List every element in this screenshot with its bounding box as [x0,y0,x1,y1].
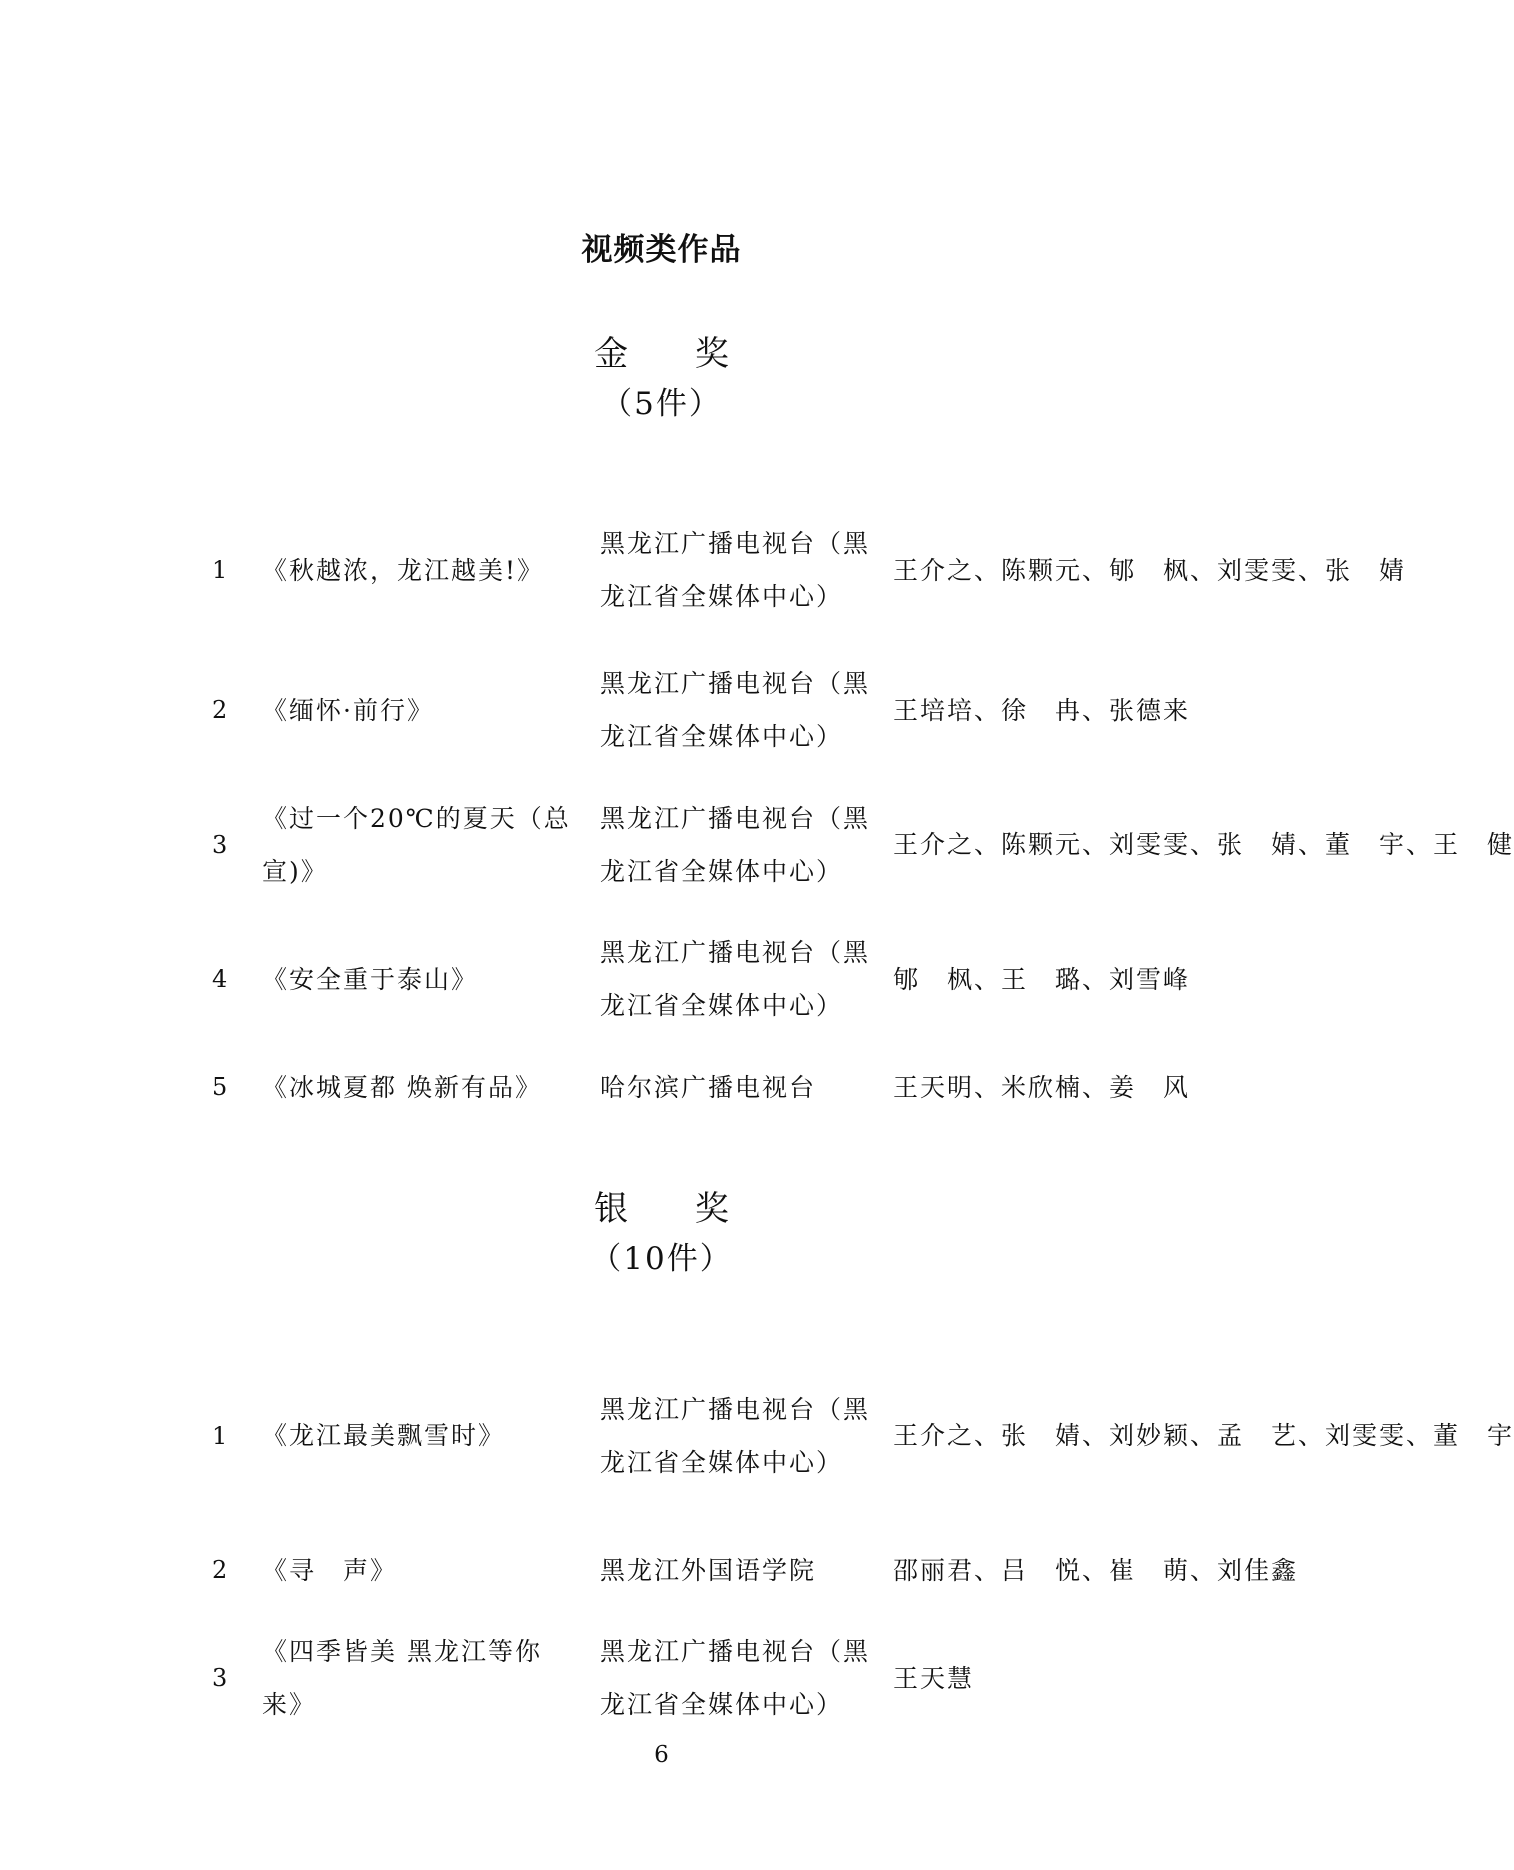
entry-work-title: 《过一个20℃的夏天（总宣)》 [262,803,571,886]
entry-organization: 黑龙江广播电视台（黑龙江省全媒体中心） [600,938,871,1020]
entry-organization: 黑龙江外国语学院 [600,1555,817,1585]
entry-organization: 黑龙江广播电视台（黑龙江省全媒体中心） [600,1394,871,1477]
page-title: 视频类作品 [581,232,742,268]
entry-authors: 王天明、米欣楠、姜 风 [893,1072,1191,1102]
entry-number: 4 [212,965,228,993]
entry-organization: 黑龙江广播电视台（黑龙江省全媒体中心） [600,529,871,611]
entry-authors: 王介之、陈颗元、刘雯雯、张 婧、董 宇、王 健 [893,830,1514,859]
entry-work-title: 《冰城夏都 焕新有品》 [262,1072,542,1102]
table-row [0,495,1407,645]
entry-number: 3 [212,1664,228,1692]
silver-award-title: 银 奖 [594,1189,757,1229]
entry-organization: 哈尔滨广播电视台 [600,1072,817,1102]
gold-award-count: （5件） [601,386,722,422]
entry-work-title: 《寻 声》 [262,1555,398,1585]
entry-number: 5 [212,1073,228,1101]
entry-organization: 黑龙江广播电视台（黑龙江省全媒体中心） [600,669,871,751]
table-row [0,657,1323,763]
entry-authors: 王介之、张 婧、刘妙颖、孟 艺、刘雯雯、董 宇 [893,1421,1514,1450]
entry-authors: 王天慧 [893,1663,975,1693]
entry-number: 1 [212,556,228,584]
table-row [0,926,1323,1032]
entry-work-title: 《龙江最美飘雪时》 [262,1421,506,1450]
table-row [0,765,1514,924]
entry-number: 1 [212,1421,228,1450]
table-row [0,1034,1323,1140]
entry-organization: 黑龙江广播电视台（黑龙江省全媒体中心） [600,1637,871,1719]
entry-number: 2 [212,696,228,724]
entry-authors: 王介之、陈颗元、郇 枫、刘雯雯、张 婧 [893,555,1407,585]
entry-work-title: 《缅怀·前行》 [262,695,434,725]
entry-work-title: 《秋越浓，龙江越美!》 [262,555,545,585]
entry-work-title: 《安全重于泰山》 [262,964,479,994]
page-number: 6 [654,1742,669,1768]
table-row [0,1517,1323,1623]
table-row [0,1625,1323,1731]
entry-authors: 王培培、徐 冉、张德来 [893,695,1191,725]
entry-work-title: 《四季皆美 黑龙江等你来》 [262,1637,542,1719]
entry-organization: 黑龙江广播电视台（黑龙江省全媒体中心） [600,803,871,886]
entry-authors: 邵丽君、吕 悦、崔 萌、刘佳鑫 [893,1555,1299,1585]
entry-number: 3 [212,830,228,859]
silver-award-count: （10件） [590,1241,733,1277]
entry-number: 2 [212,1556,228,1584]
entry-authors: 郇 枫、王 璐、刘雪峰 [893,964,1191,994]
table-row [0,1356,1514,1515]
gold-award-title: 金 奖 [594,334,757,374]
